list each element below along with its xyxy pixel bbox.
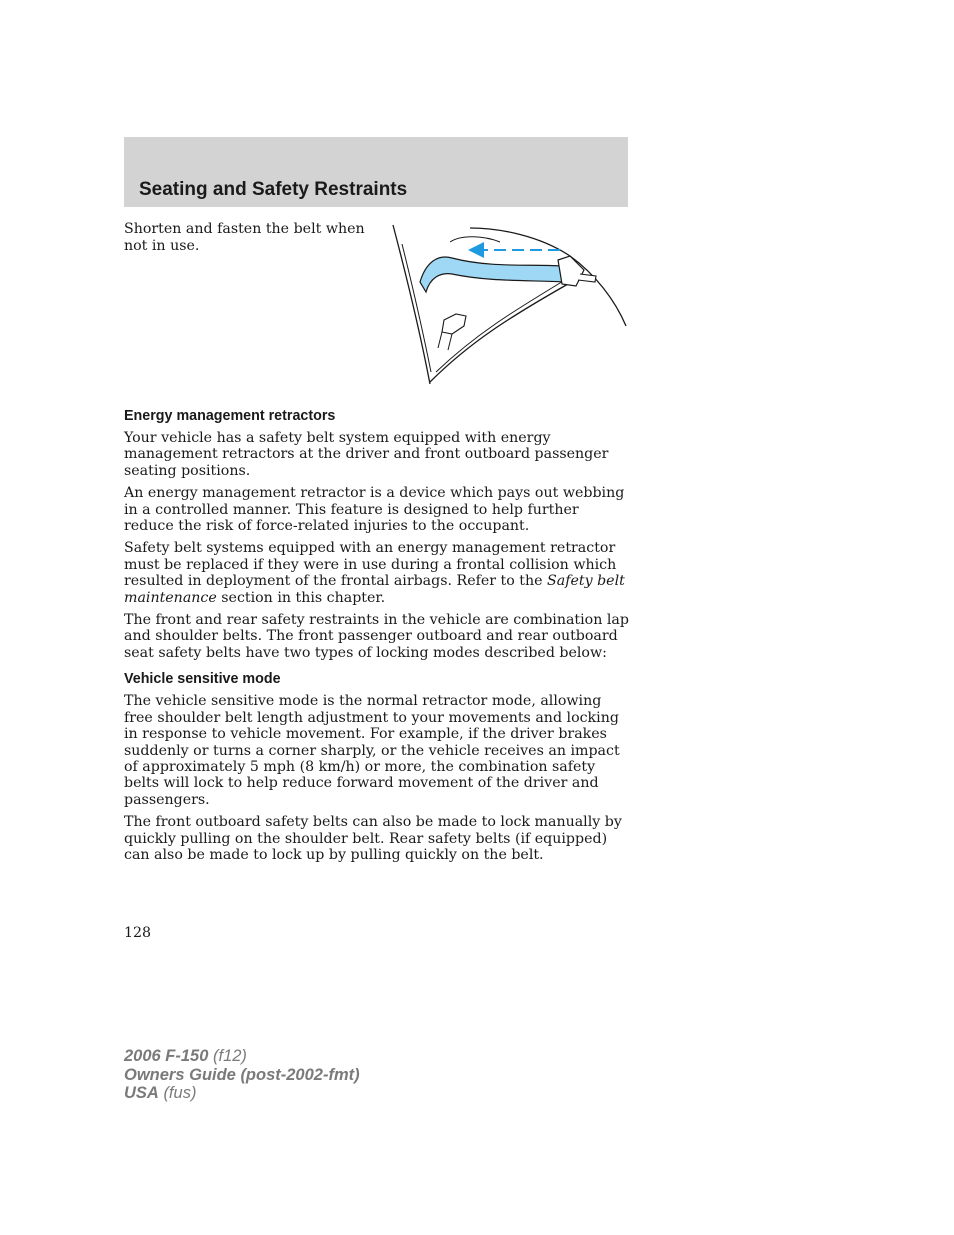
- document-footer: [124, 1047, 360, 1103]
- footer-line-model: 2006 F-150 (f12): [124, 1047, 247, 1065]
- paragraph: [124, 540, 632, 606]
- paragraph: An energy management retractor is a device which pays out webbing in a controlled manner. This feature is designed to help further reduce the risk of force-related injuries to the occupant.: [124, 485, 625, 535]
- footer-line-guide: Owners Guide (post-2002-fmt): [124, 1065, 360, 1084]
- seat-belt-stow-illustration: [390, 222, 630, 388]
- page-number: 128: [124, 925, 152, 941]
- paragraph: The front and rear safety restraints in the vehicle are combination lap and shoulder belts. The front passenger outboard and rear outboard seat safety belts have two types of locking modes described below:: [124, 612, 629, 661]
- paragraph: Your vehicle has a safety belt system equipped with energy management retractors at the driver and front outboard passenger seating positions.: [124, 430, 609, 479]
- heading-vehicle-sensitive-mode: Vehicle sensitive mode: [124, 671, 281, 688]
- main-content: [124, 408, 632, 869]
- paragraph: The vehicle sensitive mode is the normal retractor mode, allowing free shoulder belt length adjustment to your movements and locking in response to vehicle movement. For example, if the driver brakes suddenly or turns a corner sharply, or the vehicle receives an impact of approximately 5 mph (8 km/h) or more, the combination safety belts will lock to help reduce forward movement of the driver and passengers.: [124, 693, 620, 808]
- footer-line-region: USA (fus): [124, 1084, 197, 1102]
- buckle-latch: [558, 256, 584, 286]
- stow-arrow-head: [468, 242, 484, 258]
- buckle-receptacle: [442, 314, 466, 334]
- paragraph-text: section in this chapter.: [216, 589, 386, 606]
- section-header-band: [124, 137, 628, 207]
- intro-text: Shorten and fasten the belt when not in use.: [124, 221, 365, 254]
- paragraph-text: Safety belt systems equipped with an energy management retractor must be replaced if they were in use during a frontal collision which resulted in deployment of the frontal airbags. Refer to the: [124, 540, 617, 590]
- paragraph: The front outboard safety belts can also be made to lock manually by quickly pulling on the shoulder belt. Rear safety belts (if equipped) can also be made to lock up by pulling quickly on the belt.: [124, 814, 622, 863]
- belt-strap: [420, 257, 565, 292]
- section-title: Seating and Safety Restraints: [139, 179, 408, 200]
- heading-energy-management-retractors: Energy management retractors: [124, 408, 336, 424]
- cross-reference-safety-belt-maintenance: Safety belt maintenance: [124, 573, 625, 606]
